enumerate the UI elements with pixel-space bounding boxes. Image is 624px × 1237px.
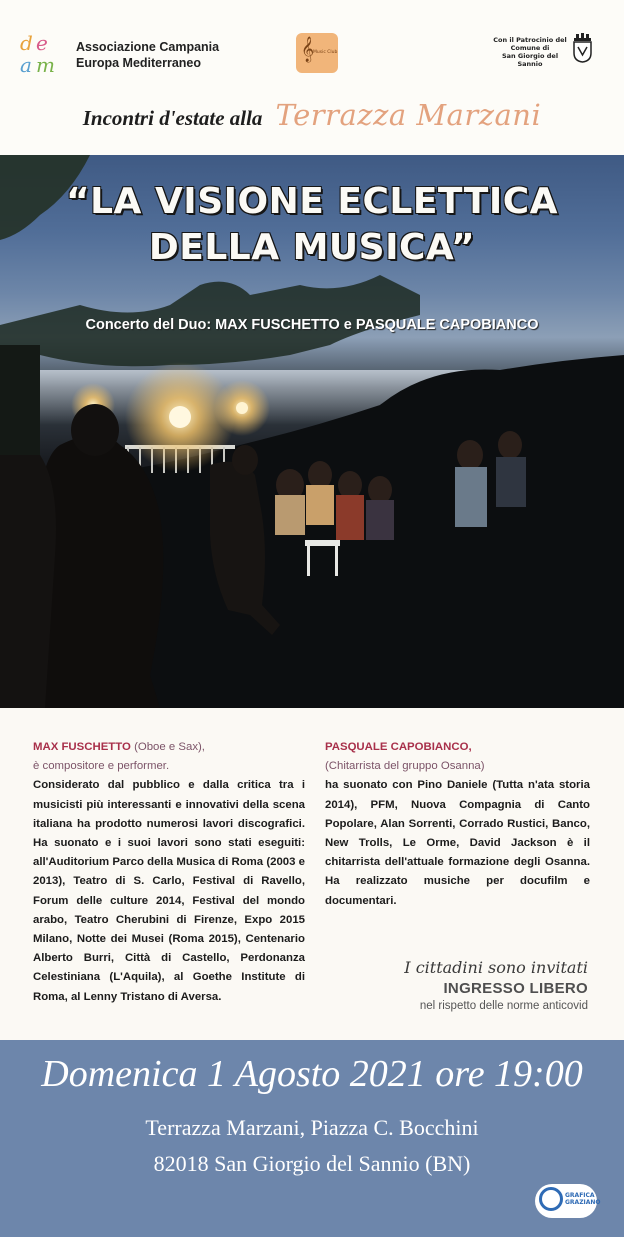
concert-subtitle: Concerto del Duo: MAX FUSCHETTO e PASQUALE CAPOBIANCO xyxy=(85,317,539,333)
artist-bio-capobianco xyxy=(325,738,590,911)
artist-instrument: (Oboe e Sax), xyxy=(134,741,205,753)
venue-name: Terrazza Marzani xyxy=(275,98,542,132)
artist-biography: Considerato dal pubblico e dalla critica tra i musicisti più interessanti e innovativi della scena italiana ha prodotto numerosi lavori discografici. Ha suonato e i suoi lavori sono stati eseguiti: all'Auditorium Parco della Musica di Roma (2003 e 2013), Teatro di S. Carlo, Festival di Ravello, Forum delle culture 2014, Festival del mondo arabo, Teatro Cherubini di Firenze, Expo 2015 Milano, Notte dei Musei (Roma 2015), Centenario Alberto Burri, Città di Castello, Perdonanza Celestiniana (L'Aquila), al Goethe Institute di Roma, al Lenny Tristano di Aversa. xyxy=(33,779,305,1003)
patronage-notice: Con il Patrocinio del Comune di San Giorgio del Sannio xyxy=(493,36,567,68)
artist-role: è compositore e performer. xyxy=(33,760,170,773)
artist-biography: ha suonato con Pino Daniele (Tutta n'ata storia 2014), PFM, Nuova Compagnia di Canto Popolare, Alan Sorrenti, Corrado Rustici, Banco, New Trolls, Le Orme, David Jackson è il chitarrista dell'attuale formazione degli Osanna. Ha realizzato musiche per docufilm e documentari. xyxy=(325,779,590,907)
svg-text:d: d xyxy=(20,32,33,55)
municipal-crest-icon xyxy=(571,33,593,63)
artist-name: MAX FUSCHETTO xyxy=(33,741,131,753)
svg-text:e: e xyxy=(36,32,48,55)
printer-g-icon xyxy=(539,1187,563,1211)
association-name: Associazione Campania Europa Mediterraneo xyxy=(76,40,220,70)
artist-bio-fuschetto xyxy=(33,738,305,1007)
concert-title: “LA VISIONE ECLETTICA DELLA MUSICA” xyxy=(65,181,559,268)
free-entry-label: INGRESSO LIBERO xyxy=(443,980,588,997)
poster-header xyxy=(0,0,624,155)
event-date: Domenica 1 Agosto 2021 ore 19:00 xyxy=(41,1053,583,1095)
tagline-intro: Incontri d'estate alla xyxy=(82,106,263,130)
concert-photo xyxy=(0,155,624,708)
event-address-line1: Terrazza Marzani, Piazza C. Bocchini xyxy=(145,1115,479,1140)
event-details-footer xyxy=(0,1040,624,1237)
artist-role: (Chitarrista del gruppo Osanna) xyxy=(325,760,485,773)
svg-text:a: a xyxy=(20,53,32,77)
association-logo xyxy=(18,32,62,78)
invitation-line: I cittadini sono invitati xyxy=(404,958,588,977)
printer-logo: GRAFICA GRAZIANO xyxy=(535,1184,597,1218)
invitation-block xyxy=(340,958,588,1012)
music-club-logo: 𝄞 Music Club xyxy=(296,33,338,73)
event-series-tagline xyxy=(0,98,624,132)
covid-notice: nel rispetto delle norme anticovid xyxy=(419,1000,588,1012)
svg-text:m: m xyxy=(36,53,55,77)
artist-name: PASQUALE CAPOBIANCO, xyxy=(325,741,472,753)
event-address-line2: 82018 San Giorgio del Sannio (BN) xyxy=(153,1151,471,1176)
